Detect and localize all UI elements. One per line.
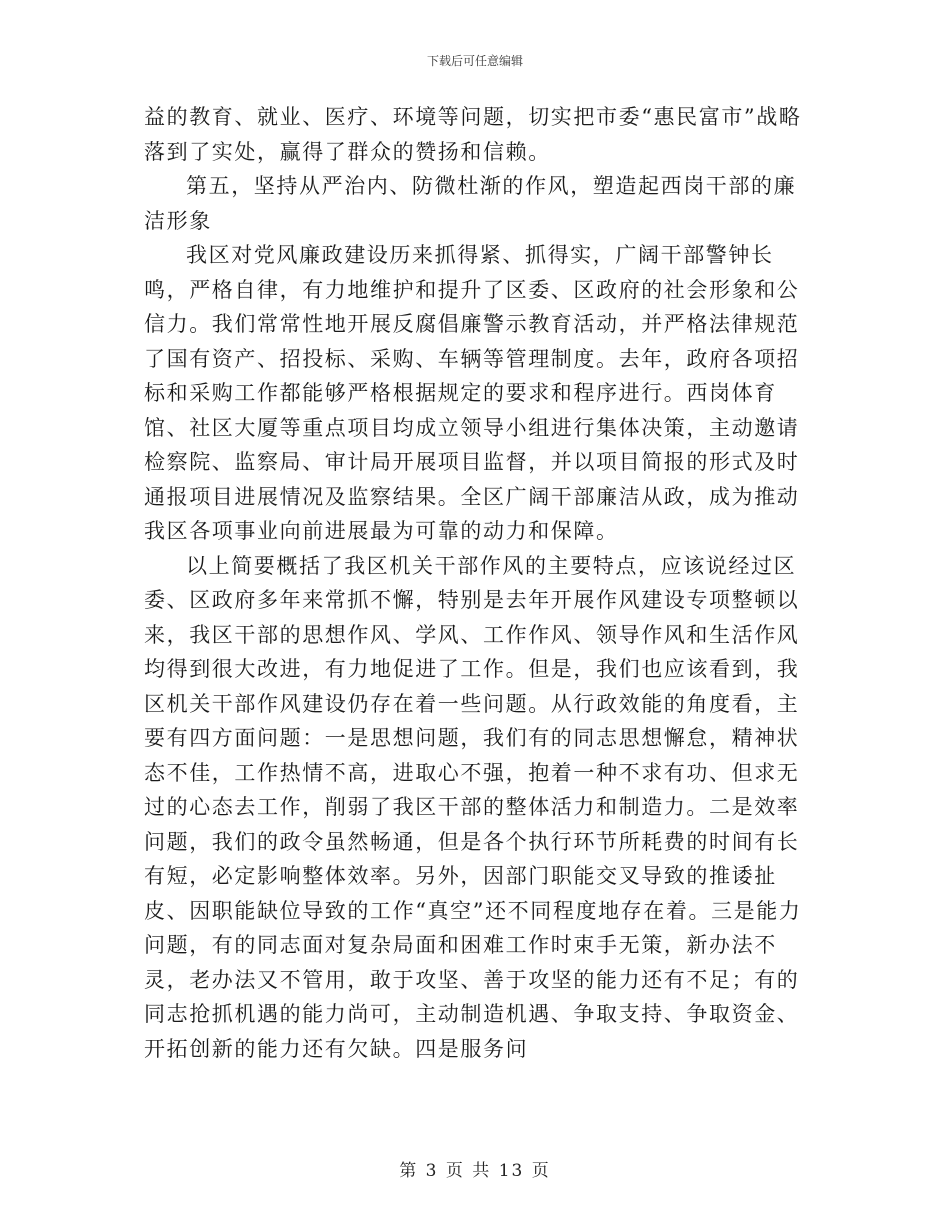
paragraph: 我区对党风廉政建设历来抓得紧、抓得实，广阔干部警钟长鸣，严格自律，有力地维护和提升了区委、区政府的社会形象和公信力。我们常常性地开展反腐倡廉警示教育活动，并严格法律规范了国有资产、招投标、采购、车辆等管理制度。去年，政府各项招标和采购工作都能够严格根据规定的要求和程序进行。西岗体育馆、社区大厦等重点项目均成立领导小组进行集体决策，主动邀请检察院、监察局、审计局开展项目监督，并以项目简报的形式及时通报项目进展情况及监察结果。全区广阔干部廉洁从政，成为推动我区各项事业向前进展最为可靠的动力和保障。 [144, 243, 800, 543]
paragraph: 第五，坚持从严治内、防微杜渐的作风，塑造起西岗干部的廉洁形象 [144, 174, 797, 233]
page-header: 下载后可任意编辑 [426, 54, 523, 68]
page-number-footer: 第 3 页 共 13 页 [399, 1161, 551, 1181]
document-body [144, 100, 808, 1066]
paragraph: 以上简要概括了我区机关干部作风的主要特点，应该说经过区委、区政府多年来常抓不懈，特别是去年开展作风建设专项整顿以来，我区干部的思想作风、学风、工作作风、领导作风和生活作风均得到很大改进，有力地促进了工作。但是，我们也应该看到，我区机关干部作风建设仍存在着一些问题。从行政效能的角度看，主要有四方面问题：一是思想问题，我们有的同志思想懈怠，精神状态不佳，工作热情不高，进取心不强，抱着一种不求有功、但求无过的心态去工作，削弱了我区干部的整体活力和制造力。二是效率问题，我们的政令虽然畅通，但是各个执行环节所耗费的时间有长有短，必定影响整体效率。另外，因部门职能交叉导致的推诿扯皮、因职能缺位导致的工作“真空”还不同程度地存在着。三是能力问题，有的同志面对复杂局面和困难工作时束手无策，新办法不灵，老办法又不管用，敢于攻坚、善于攻坚的能力还有不足；有的同志抢抓机遇的能力尚可，主动制造机遇、争取支持、争取资金、开拓创新的能力还有欠缺。四是服务问 [144, 553, 802, 1061]
paragraph: 益的教育、就业、医疗、环境等问题，切实把市委“惠民富市”战略落到了实处，赢得了群众的赞扬和信赖。 [144, 105, 802, 164]
